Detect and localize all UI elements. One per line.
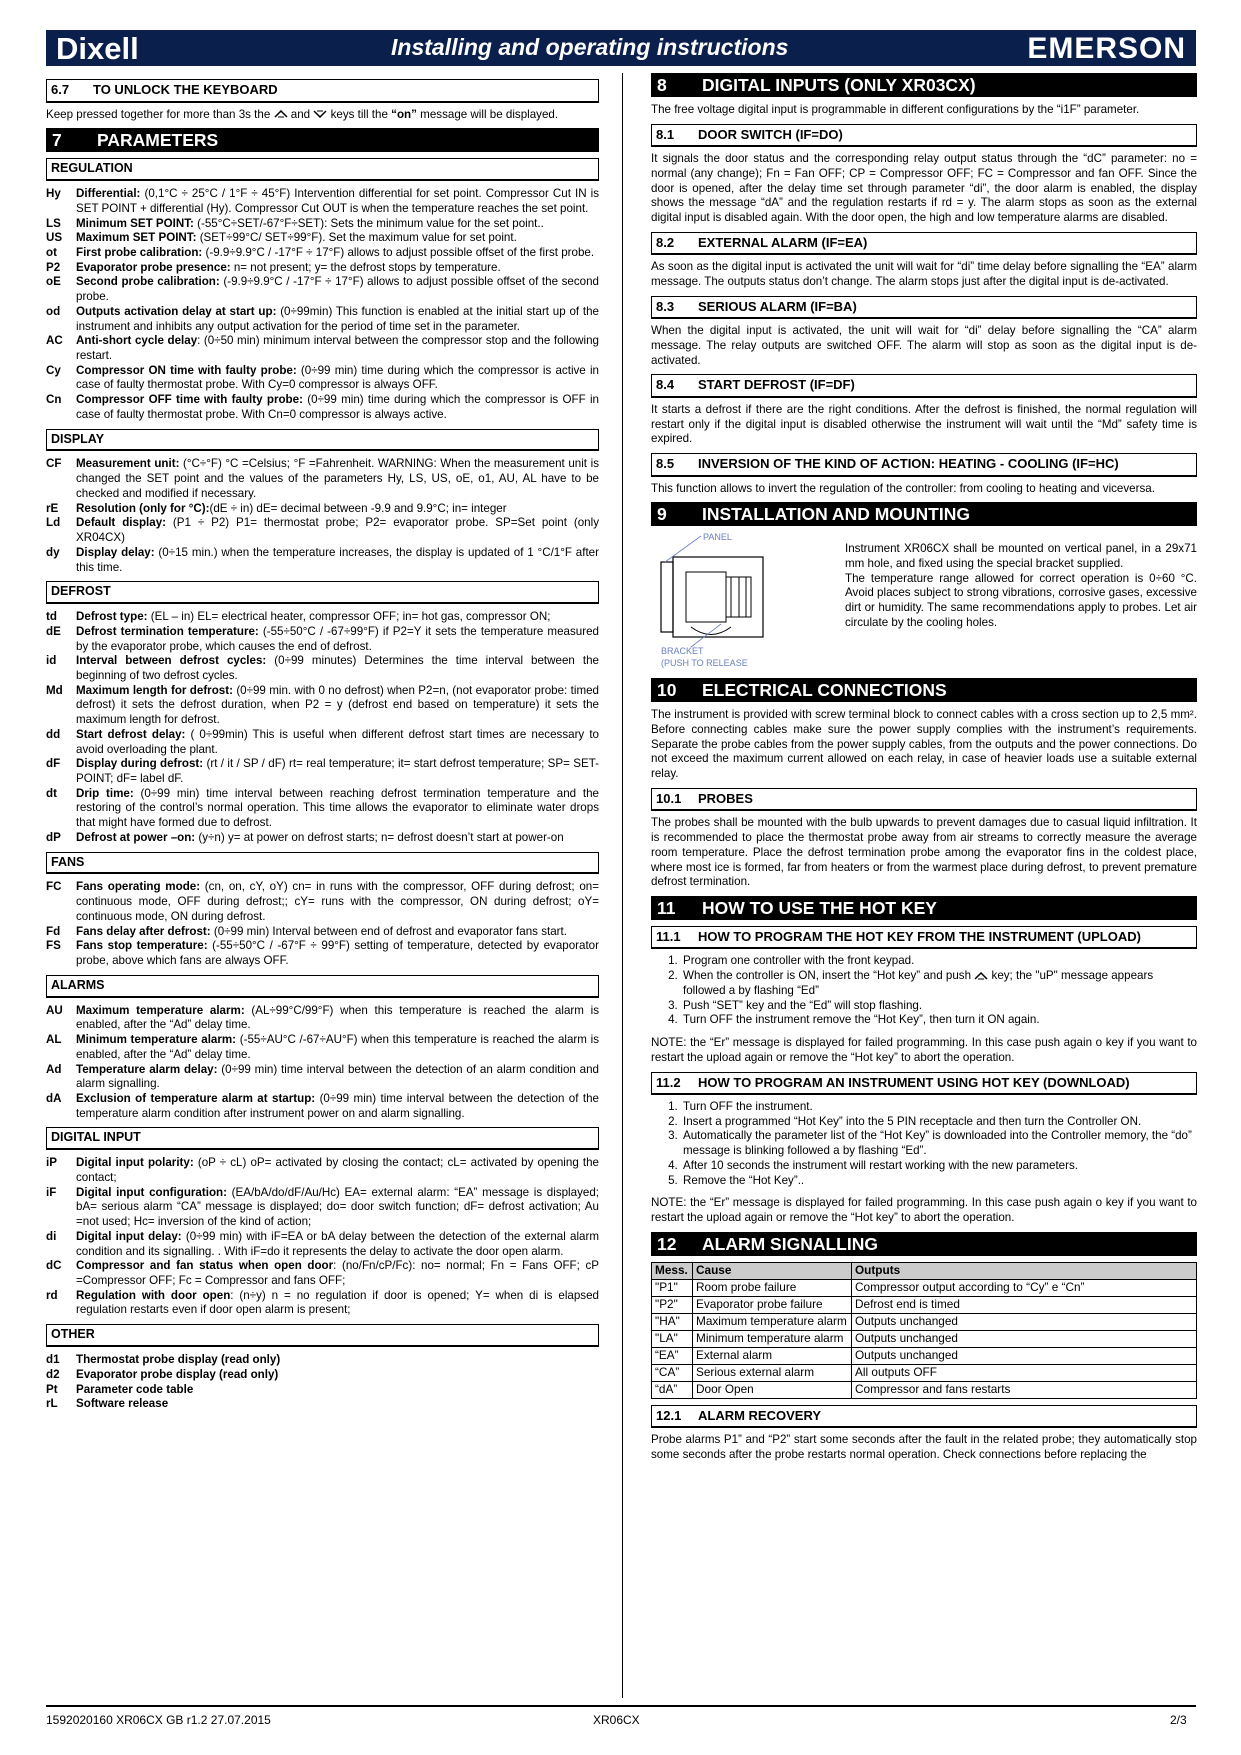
table-row xyxy=(652,1330,1197,1347)
parameter-name: Exclusion of temperature alarm at startup: xyxy=(76,1091,316,1105)
parameter-description xyxy=(76,939,599,968)
parameter-text: (0,1°C ÷ 25°C / 1°F ÷ 45°F) Intervention differential for set point. Compressor Cut IN is SET POINT + differential (Hy). Compressor Cut OUT is when the temperature reaches the set point. xyxy=(76,187,599,215)
table-cell: Outputs unchanged xyxy=(852,1347,1197,1364)
parameter-code: td xyxy=(46,610,57,624)
parameter-text: : (n÷y) n = no regulation if door is opened; Y= when di is elapsed regulation restarts even if door open alarm is present; xyxy=(76,1288,599,1317)
installation-text: Instrument XR06CX shall be mounted on vertical panel, in a 29x71 mm hole, and fixed using the special bracket supplied. The temperature range allowed for correct operation is 0÷60 °C. Avoid places subject to strong vibrations, corrosive gases, excessive dirt or humidity. The same recommendations apply to probes. Let air circulate by the cooling holes. xyxy=(845,542,1197,629)
parameter-name: Display delay: xyxy=(76,545,155,559)
section-10-text: The instrument is provided with screw terminal block to connect cables with a cross section up to 2,5 mm². Before connecting cables make sure the power supply complies with the instrument’s requirements. Separate the probe cables from the power supply cables, from the outputs and the power connections. Do not exceed the maximum current allowed on each relay, in case of heavier loads use a suitable external relay. xyxy=(651,708,1197,781)
parameter-row xyxy=(46,246,599,261)
parameter-text: ( 0÷99min) This is useful when different defrost start times are necessary to avoid overloading the plant. xyxy=(76,727,599,756)
left-column xyxy=(46,73,599,1412)
parameter-text: (EA/bA/do/dF/Au/Hc) EA= external alarm: “EA” message is displayed; bA= serious alarm “CA” message is displayed; do= door switch function; dF= defrost activation; Au =not used; Hc= inversion of the kind of action; xyxy=(76,1185,599,1229)
parameter-code: iF xyxy=(46,1185,57,1199)
up-arrow-key-icon xyxy=(974,972,988,980)
parameter-name: Temperature alarm delay: xyxy=(76,1062,218,1076)
section-8-text: The free voltage digital input is programmable in different configurations by the “i1F” parameter. xyxy=(651,103,1140,116)
table-cell: Compressor output according to “Cy” e “Cn” xyxy=(852,1279,1197,1296)
parameter-code: dF xyxy=(46,757,61,771)
parameter-code: d2 xyxy=(46,1367,60,1381)
parameter-name: Compressor OFF time with faulty probe: xyxy=(76,393,303,407)
section-11-1-header: 11.1 HOW TO PROGRAM THE HOT KEY FROM THE INSTRUMENT (UPLOAD) xyxy=(651,926,1197,950)
parameter-code: Ld xyxy=(46,516,61,530)
upload-step: 4. Turn OFF the instrument remove the “Hot Key”, then turn it ON again. xyxy=(681,1013,1197,1028)
alarm-table xyxy=(651,1262,1197,1399)
section-8-header: 8 DIGITAL INPUTS (ONLY XR03CX) xyxy=(651,73,1197,97)
table-row xyxy=(652,1364,1197,1381)
section-8-2-header: 8.2 EXTERNAL ALARM (IF=EA) xyxy=(651,232,1197,256)
bracket-label: BRACKET xyxy=(661,646,704,657)
push-release-label: (PUSH TO RELEASE xyxy=(661,658,748,669)
section-9-header: 9 INSTALLATION AND MOUNTING xyxy=(651,502,1197,526)
parameter-text: (0÷99 min) time interval between reaching defrost termination temperature and the restoring of the control’s normal operation. This time allows the evaporator to eliminate water drops that might have formed due to defrost. xyxy=(76,786,600,830)
table-cell: Outputs unchanged xyxy=(852,1330,1197,1347)
parameter-code: rE xyxy=(46,501,59,515)
parameter-code: rL xyxy=(46,1397,58,1411)
parameter-description xyxy=(76,625,599,654)
section-8-1-header: 8.1 DOOR SWITCH (IF=DO) xyxy=(651,124,1197,148)
parameter-code: Ad xyxy=(46,1062,62,1076)
parameter-name: Defrost type: xyxy=(76,610,148,624)
parameter-text: (0÷99min) This function is enabled at the initial start up of the instrument and inhibits any output activation for the period of time set in the parameter. xyxy=(76,304,599,333)
panel-label: PANEL xyxy=(703,532,732,543)
parameter-row xyxy=(46,231,599,246)
parameter-row xyxy=(46,275,599,304)
column-header: Mess. xyxy=(652,1262,693,1279)
parameter-name: Evaporator probe display (read only) xyxy=(76,1367,279,1381)
table-cell: "P1" xyxy=(652,1279,693,1296)
column-header: Outputs xyxy=(852,1262,1197,1279)
download-step: 4. After 10 seconds the instrument will restart working with the new parameters. xyxy=(681,1159,1197,1174)
parameter-description xyxy=(76,1092,599,1121)
parameter-description xyxy=(76,831,599,846)
parameter-text: (0÷99 min) time during which the compressor is active in case of faulty thermostat probe. With Cy=0 compressor is always OFF. xyxy=(76,363,599,392)
parameter-name: Measurement unit: xyxy=(76,457,180,471)
upload-step: 2. When the controller is ON, insert the “Hot key” and push key; the "uP" message appears followed a by flashing “Ed” xyxy=(681,969,1197,998)
parameter-row xyxy=(46,1186,599,1230)
parameter-name: Digital input delay: xyxy=(76,1229,182,1243)
download-note: NOTE: the “Er” message is displayed for failed programming. In this case push again o key if you want to restart the upload again or remove the “Hot key” to abort the operation. xyxy=(651,1196,1197,1225)
other-list xyxy=(46,1353,599,1412)
parameter-text: (0÷99 min) time interval between the detection of the temperature alarm condition after instrument power on and alarm signalling. xyxy=(76,1091,599,1120)
parameter-name: Drip time: xyxy=(76,786,134,800)
parameter-row xyxy=(46,1033,599,1062)
upload-steps xyxy=(651,954,1197,1028)
parameter-code: ot xyxy=(46,245,57,259)
parameter-row xyxy=(46,1063,599,1092)
table-cell: Serious external alarm xyxy=(693,1364,852,1381)
parameter-name: Thermostat probe display (read only) xyxy=(76,1353,281,1367)
parameter-description xyxy=(76,757,599,786)
parameter-code: dy xyxy=(46,545,60,559)
fans-header: FANS xyxy=(46,852,599,875)
parameter-description xyxy=(76,275,599,304)
parameter-row xyxy=(46,502,599,517)
parameter-code: Md xyxy=(46,683,63,697)
parameter-description xyxy=(76,684,599,728)
table-row xyxy=(652,1381,1197,1398)
parameter-name: Compressor ON time with faulty probe: xyxy=(76,363,297,377)
parameter-code: Hy xyxy=(46,187,61,201)
parameter-row xyxy=(46,187,599,216)
parameter-code: d1 xyxy=(46,1353,60,1367)
parameter-row xyxy=(46,305,599,334)
section-8-4-header: 8.4 START DEFROST (IF=DF) xyxy=(651,374,1197,398)
parameter-row xyxy=(46,1004,599,1033)
parameter-name: Maximum temperature alarm: xyxy=(76,1003,245,1017)
section-6-7-header: 6.7 TO UNLOCK THE KEYBOARD xyxy=(46,79,599,103)
parameter-description xyxy=(76,728,599,757)
header-banner xyxy=(46,30,1196,66)
parameter-name: Evaporator probe presence: xyxy=(76,260,231,274)
parameter-text: (0÷99 min. with 0 no defrost) when P2=n, (not evaporator probe: timed defrost) it sets the defrost duration, when P2 = y (defrost end based on temperature) it sets the maximum length for defrost. xyxy=(76,683,599,727)
parameter-row xyxy=(46,457,599,501)
mounting-diagram xyxy=(651,532,841,672)
parameter-text: : (0÷50 min) minimum interval between the compressor stop and the following restart. xyxy=(76,334,600,362)
parameter-row xyxy=(46,625,599,654)
parameter-text: (-55÷50°C / -67°F ÷ 99°F) setting of temperature, detected by evaporator probe, above which fans are always OFF. xyxy=(76,939,599,968)
parameter-description xyxy=(76,1156,599,1185)
section-11-2-header: 11.2 HOW TO PROGRAM AN INSTRUMENT USING HOT KEY (DOWNLOAD) xyxy=(651,1072,1197,1096)
digital-input-header: DIGITAL INPUT xyxy=(46,1127,599,1150)
display-list xyxy=(46,457,599,575)
parameter-description xyxy=(76,516,599,545)
table-cell: Evaporator probe failure xyxy=(693,1296,852,1313)
installation-block xyxy=(651,532,1197,672)
parameter-code: AL xyxy=(46,1033,62,1047)
table-row xyxy=(652,1279,1197,1296)
parameter-row xyxy=(46,1353,599,1368)
parameter-row xyxy=(46,1092,599,1121)
parameter-row xyxy=(46,217,599,232)
parameter-name: Minimum temperature alarm: xyxy=(76,1033,237,1047)
parameter-row xyxy=(46,334,599,363)
display-header: DISPLAY xyxy=(46,429,599,452)
regulation-list xyxy=(46,187,599,423)
parameter-code: dE xyxy=(46,624,61,638)
parameter-row xyxy=(46,364,599,393)
column-header: Cause xyxy=(693,1262,852,1279)
parameter-text: (-9.9÷9.9°C / -17°F ÷ 17°F) allows to adjust possible offset of the second probe. xyxy=(76,275,599,304)
table-cell: Maximum temperature alarm xyxy=(693,1313,852,1330)
parameter-description xyxy=(76,364,599,393)
unlock-keyboard-text: Keep pressed together for more than 3s the and keys till the “on” message will be displayed. xyxy=(46,107,559,121)
parameter-description xyxy=(76,334,599,363)
table-cell: “EA” xyxy=(652,1347,693,1364)
parameter-text: (-55÷AU°C /-67÷AU°F) when this temperature is reached the alarm is enabled, after the “Ad” delay time. xyxy=(76,1033,599,1061)
parameter-text: (-55÷50°C / -67÷99°F) if P2=Y it sets the temperature measured by the evaporator probe, which causes the end of defrost. xyxy=(76,624,599,653)
parameter-row xyxy=(46,757,599,786)
parameter-description xyxy=(76,1368,599,1383)
parameter-description xyxy=(76,610,599,625)
regulation-header: REGULATION xyxy=(46,158,599,181)
parameter-name: Interval between defrost cycles: xyxy=(76,654,267,668)
parameter-code: CF xyxy=(46,457,62,471)
parameter-name: Fans operating mode: xyxy=(76,880,201,894)
download-step: 1. Turn OFF the instrument. xyxy=(681,1100,1197,1115)
parameter-row xyxy=(46,831,599,846)
parameter-code: oE xyxy=(46,275,61,289)
parameter-description xyxy=(76,217,599,232)
down-arrow-key-icon xyxy=(313,110,327,118)
parameter-name: Regulation with door open xyxy=(76,1288,231,1302)
parameter-text: (EL – in) EL= electrical heater, compressor OFF; in= hot gas, compressor ON; xyxy=(147,610,551,624)
parameter-name: Defrost at power –on: xyxy=(76,830,196,844)
parameter-code: dd xyxy=(46,727,61,741)
download-step: 5. Remove the “Hot Key”.. xyxy=(681,1174,1197,1189)
parameter-text: (0÷99 min) Interval between end of defrost and evaporator fans start. xyxy=(210,924,567,938)
alarms-list xyxy=(46,1004,599,1122)
parameter-code: iP xyxy=(46,1156,57,1170)
parameter-description xyxy=(76,1353,599,1368)
emerson-logo: EMERSON xyxy=(1027,32,1186,65)
parameter-code: LS xyxy=(46,216,61,230)
parameter-name: Second probe calibration: xyxy=(76,275,220,289)
parameter-text: (0÷99 min) time during which the compressor is OFF in case of faulty thermostat probe. With Cn=0 compressor is always active. xyxy=(76,393,599,421)
table-row xyxy=(652,1296,1197,1313)
footer-model: XR06CX xyxy=(593,1713,640,1727)
parameter-name: Minimum SET POINT: xyxy=(76,216,194,230)
parameter-description xyxy=(76,546,599,575)
parameter-name: Anti-short cycle delay xyxy=(76,334,198,348)
parameter-text: (0÷99 min) time interval between the detection of an alarm condition and alarm signalling. xyxy=(76,1062,599,1091)
table-cell: Defrost end is timed xyxy=(852,1296,1197,1313)
parameter-code: Cy xyxy=(46,363,61,377)
alarms-header: ALARMS xyxy=(46,975,599,998)
parameter-row xyxy=(46,654,599,683)
section-10-1-header: 10.1 PROBES xyxy=(651,788,1197,812)
section-12-1-header: 12.1 ALARM RECOVERY xyxy=(651,1405,1197,1429)
table-cell: "P2" xyxy=(652,1296,693,1313)
footer-doc-code: 1592020160 XR06CX GB r1.2 27.07.2015 xyxy=(46,1713,271,1727)
parameter-code: US xyxy=(46,231,63,245)
parameter-description xyxy=(76,1004,599,1033)
parameter-description xyxy=(76,654,599,683)
parameter-text: (0÷99 min) with iF=EA or bA delay between the detection of the external alarm condition and its signalling. . With iF=do it represents the delay to activate the door open alarm. xyxy=(76,1229,599,1258)
parameter-description xyxy=(76,1063,599,1092)
parameter-name: Maximum length for defrost: xyxy=(76,683,233,697)
parameter-code: od xyxy=(46,304,61,318)
parameter-row xyxy=(46,1289,599,1318)
parameter-name: Fans stop temperature: xyxy=(76,939,208,953)
section-10-1-text: The probes shall be mounted with the bulb upwards to prevent damages due to casual liquid infiltration. It is recommended to place the thermostat probe away from air streams to correctly measure the average room temperature. Place the defrost termination probe among the evaporator fins in the coldest place, where most ice is formed, far from heaters or from the warmest place during defrost, to prevent premature defrost termination. xyxy=(651,816,1197,889)
alarm-table-body xyxy=(652,1279,1197,1398)
parameter-code: FS xyxy=(46,939,61,953)
download-step: 2. Insert a programmed “Hot Key” into the 5 PIN receptacle and then turn the Controller ON. xyxy=(681,1115,1197,1130)
parameter-text: (°C÷°F) °C =Celsius; °F =Fahrenheit. WARNING: When the measurement unit is changed the SET point and the values of the parameters Hy, LS, US, oE, o1, AU, AL have to be checked and modified if necessary. xyxy=(76,457,599,500)
parameter-name: Compressor and fan status when open door xyxy=(76,1259,334,1273)
parameter-text: (SET÷99°C/ SET÷99°F). Set the maximum value for set point. xyxy=(196,231,517,245)
parameter-row xyxy=(46,610,599,625)
parameter-row xyxy=(46,684,599,728)
parameter-description xyxy=(76,1383,599,1398)
parameter-row xyxy=(46,939,599,968)
parameter-code: AC xyxy=(46,334,63,348)
table-cell: Door Open xyxy=(693,1381,852,1398)
parameter-name: Digital input configuration: xyxy=(76,1185,227,1199)
parameter-description xyxy=(76,1259,599,1288)
table-cell: “CA” xyxy=(652,1364,693,1381)
parameter-description xyxy=(76,187,599,216)
upload-note: NOTE: the “Er” message is displayed for failed programming. In this case push again o key if you want to restart the upload again or remove the “Hot key” to abort the operation. xyxy=(651,1036,1197,1064)
section-8-1-text: It signals the door status and the corresponding relay output status through the “dC” parameter: no = normal (any change); Fn = Fan OFF; CP = Compressor OFF; FC = Compressor and fan OFF. Since the door is opened, after the delay time set through parameter “di”, the door alarm is enabled, the display shows the message “dA” and the regulation restarts if rd = y. The alarm stops as soon as the external digital input is disabled again. With the door open, the high and low temperature alarms are disabled. xyxy=(651,152,1197,225)
parameter-row xyxy=(46,516,599,545)
parameter-description xyxy=(76,457,599,501)
download-step: 3. Automatically the parameter list of the “Hot Key” is downloaded into the Controller memory, the “do” message is blinking followed a by flashing “Ed”. xyxy=(681,1129,1197,1158)
parameter-text: n= not present; y= the defrost stops by temperature. xyxy=(230,260,501,274)
other-header: OTHER xyxy=(46,1324,599,1347)
parameter-description xyxy=(76,1289,599,1318)
parameter-name: Resolution (only for °C): xyxy=(76,501,210,515)
parameter-code: AU xyxy=(46,1003,63,1017)
parameter-text: (y÷n) y= at power on defrost starts; n= defrost doesn’t start at power-on xyxy=(195,830,564,844)
parameter-name: Fans delay after defrost: xyxy=(76,924,211,938)
parameter-code: FC xyxy=(46,880,62,894)
parameter-text: (rt / it / SP / dF) rt= real temperature; it= start defrost temperature; SP= SET-POINT; dF= label dF. xyxy=(76,757,599,785)
section-12-header: 12 ALARM SIGNALLING xyxy=(651,1232,1197,1256)
parameter-name: Software release xyxy=(76,1397,169,1411)
table-cell: All outputs OFF xyxy=(852,1364,1197,1381)
parameter-text: (AL÷99°C/99°F) when this temperature is reached the alarm is enabled, after the “Ad” delay time. xyxy=(76,1003,599,1032)
upload-step: 1. Program one controller with the front keypad. xyxy=(681,954,1197,969)
parameter-row xyxy=(46,1383,599,1398)
defrost-list xyxy=(46,610,599,846)
parameter-description xyxy=(76,502,599,517)
parameter-description xyxy=(76,393,599,422)
parameter-name: Start defrost delay: xyxy=(76,727,186,741)
table-cell: “dA” xyxy=(652,1381,693,1398)
parameter-description xyxy=(76,925,599,940)
parameter-name: Differential: xyxy=(76,187,141,201)
parameter-description xyxy=(76,231,599,246)
parameter-text: (P1 ÷ P2) P1= thermostat probe; P2= evaporator probe. SP=Set point (only XR04CX) xyxy=(76,516,600,545)
table-cell: "HA" xyxy=(652,1313,693,1330)
section-12-1-text: Probe alarms P1” and “P2” start some seconds after the fault in the related probe; they automatically stop some seconds after the probe restarts normal operation. Check connections before replacing the xyxy=(651,1433,1197,1461)
parameter-code: dC xyxy=(46,1259,62,1273)
parameter-code: di xyxy=(46,1229,57,1243)
parameter-row xyxy=(46,1156,599,1185)
fans-list xyxy=(46,880,599,968)
table-cell: Compressor and fans restarts xyxy=(852,1381,1197,1398)
section-8-4-text: It starts a defrost if there are the right conditions. After the defrost is finished, the normal regulation will restart only if the digital input is disabled otherwise the instrument will wait until the “Md” safety time is expired. xyxy=(651,402,1197,446)
parameter-row xyxy=(46,1368,599,1383)
parameter-row xyxy=(46,261,599,276)
parameter-row xyxy=(46,787,599,831)
document-title: Installing and operating instructions xyxy=(391,34,789,60)
parameter-row xyxy=(46,546,599,575)
parameter-name: Outputs activation delay at start up: xyxy=(76,304,277,318)
parameter-row xyxy=(46,728,599,757)
parameter-name: First probe calibration: xyxy=(76,245,203,259)
parameter-code: Cn xyxy=(46,393,62,407)
parameter-text: (-9.9÷9.9°C / -17°F ÷ 17°F) allows to adjust possible offset of the first probe. xyxy=(202,245,595,259)
table-cell: "LA" xyxy=(652,1330,693,1347)
parameter-row xyxy=(46,880,599,924)
parameter-code: dP xyxy=(46,830,61,844)
parameter-row xyxy=(46,393,599,422)
section-7-header: 7 PARAMETERS xyxy=(46,128,599,152)
parameter-text: (0÷15 min.) when the temperature increases, the display is updated of 1 °C/1°F after this time. xyxy=(76,545,599,574)
parameter-text: (0÷99 minutes) Determines the time interval between the beginning of two defrost cycles. xyxy=(76,654,600,682)
parameter-row xyxy=(46,925,599,940)
parameter-text: (oP ÷ cL) oP= activated by closing the contact; cL= activated by opening the contact; xyxy=(76,1156,599,1184)
section-8-5-header: 8.5 INVERSION OF THE KIND OF ACTION: HEATING - COOLING (IF=HC) xyxy=(651,453,1197,477)
defrost-header: DEFROST xyxy=(46,581,599,604)
parameter-name: Display during defrost: xyxy=(76,757,204,771)
parameter-description xyxy=(76,246,599,261)
parameter-description xyxy=(76,880,599,924)
right-column xyxy=(651,73,1197,1469)
dixell-logo: Dixell xyxy=(56,31,139,66)
upload-step: 3. Push “SET” key and the “Ed” will stop flashing. xyxy=(681,999,1197,1014)
parameter-name: Default display: xyxy=(76,516,167,530)
column-divider xyxy=(622,73,623,1698)
table-cell: External alarm xyxy=(693,1347,852,1364)
parameter-row xyxy=(46,1397,599,1412)
section-8-5-text: This function allows to invert the regulation of the controller: from cooling to heating and viceversa. xyxy=(651,481,1155,495)
section-10-header: 10 ELECTRICAL CONNECTIONS xyxy=(651,678,1197,702)
footer-rule xyxy=(46,1705,1196,1707)
parameter-code: Pt xyxy=(46,1382,58,1396)
section-8-3-header: 8.3 SERIOUS ALARM (IF=BA) xyxy=(651,296,1197,320)
parameter-code: dt xyxy=(46,786,57,800)
parameter-code: P2 xyxy=(46,260,61,274)
table-row xyxy=(652,1347,1197,1364)
parameter-name: Defrost termination temperature: xyxy=(76,624,259,638)
parameter-description xyxy=(76,1397,599,1412)
parameter-row xyxy=(46,1259,599,1288)
section-8-2-text: As soon as the digital input is activated the unit will wait for “di” time delay before signalling the “EA” alarm message. The outputs status don’t change. The alarm stops just after the digital input is de-activated. xyxy=(651,260,1197,289)
parameter-name: Parameter code table xyxy=(76,1382,194,1396)
parameter-row xyxy=(46,1230,599,1259)
download-steps xyxy=(651,1100,1197,1188)
table-cell: Minimum temperature alarm xyxy=(693,1330,852,1347)
parameter-code: rd xyxy=(46,1288,58,1302)
parameter-text: : (no/Fn/cP/Fc): no= normal; Fn = Fans OFF; cP =Compressor OFF; Fc = Compressor and fans OFF; xyxy=(76,1259,599,1288)
parameter-code: id xyxy=(46,654,57,668)
parameter-description xyxy=(76,1033,599,1062)
table-cell: Outputs unchanged xyxy=(852,1313,1197,1330)
parameter-text: (-55°C÷SET/-67°F÷SET): Sets the minimum value for the set point.. xyxy=(193,216,544,230)
table-row xyxy=(652,1313,1197,1330)
up-arrow-key-icon xyxy=(274,110,288,118)
digital-input-list xyxy=(46,1156,599,1318)
parameter-description xyxy=(76,1186,599,1230)
parameter-description xyxy=(76,305,599,334)
parameter-text: (cn, on, cY, oY) cn= in runs with the compressor, OFF during defrost; on= continuous mode, OFF during defrost;; cY= runs with the compressor, ON during defrost; oY= continuous mode, ON during defrost. xyxy=(76,880,600,923)
parameter-code: Fd xyxy=(46,924,61,938)
parameter-name: Digital input polarity: xyxy=(76,1156,194,1170)
parameter-code: dA xyxy=(46,1091,62,1105)
alarm-table-header-row xyxy=(652,1262,1197,1279)
section-8-3-text: When the digital input is activated, the unit will wait for “di” delay before signalling the “CA” alarm message. The relay outputs are switched OFF. The alarm will stop as soon as the digital input is de-activated. xyxy=(651,324,1197,367)
footer-page-number: 2/3 xyxy=(1170,1713,1187,1727)
parameter-description xyxy=(76,787,599,831)
section-11-header: 11 HOW TO USE THE HOT KEY xyxy=(651,896,1197,920)
table-cell: Room probe failure xyxy=(693,1279,852,1296)
parameter-description xyxy=(76,261,599,276)
parameter-name: Maximum SET POINT: xyxy=(76,231,197,245)
parameter-text: (dE ÷ in) dE= decimal between -9.9 and 9.9°C; in= integer xyxy=(209,501,507,515)
parameter-description xyxy=(76,1230,599,1259)
